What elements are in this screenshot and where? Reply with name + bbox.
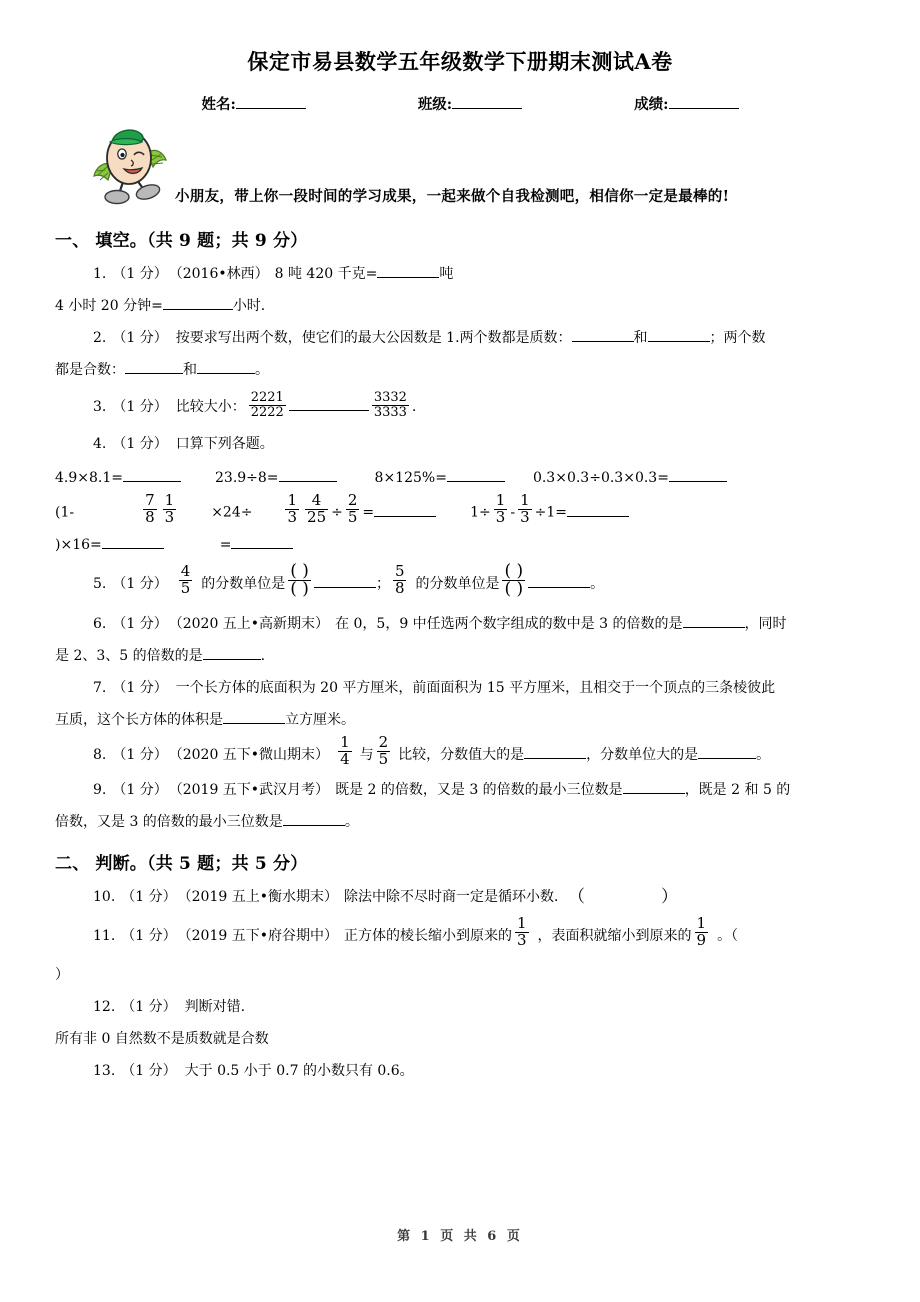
q5-blank-1[interactable] (314, 587, 376, 588)
cartoon-bean-character-icon (90, 124, 168, 206)
q2-points: （1 分） (112, 330, 168, 347)
q4-expression-line-1 (55, 491, 865, 528)
q1-line1-text-a: 8 吨 420 千克= (274, 266, 378, 283)
q3-frac2-denominator: 3333 (373, 404, 407, 420)
class-label: 班级: (417, 96, 453, 114)
q4-expr3-text-b: - (510, 504, 516, 521)
question-2-line2 (55, 355, 865, 385)
q4-oral-calc-row-1 (55, 461, 865, 495)
q8-f1-numerator: 1 (340, 733, 350, 752)
page-title: 保定市易县数学五年级数学下册期末测试A卷 (247, 49, 673, 74)
q4-f1-denominator: 8 (145, 508, 155, 527)
q5-paren2-numerator: ( ) (504, 560, 524, 581)
q8-fraction-2-5 (377, 735, 391, 768)
q4-text-a: 口算下列各题。 (175, 436, 274, 453)
q8-points: （1 分） (112, 746, 168, 763)
q4-e3f2-denominator: 3 (520, 508, 530, 527)
section-header-true-false (55, 849, 865, 874)
q2-text-d: 都是合数： (55, 362, 125, 379)
q4-calc-3-expr: 8×125%= (374, 470, 447, 487)
q6-text-d: . (260, 647, 266, 664)
q9-blank-2[interactable] (283, 825, 345, 826)
question-6-line2 (55, 641, 865, 671)
q4-e3f1-numerator: 1 (495, 491, 506, 510)
q10-answer-parenthesis[interactable]: （ ） (567, 886, 692, 907)
q4-calc-3-blank[interactable] (447, 481, 505, 482)
section-1-number: 一、 (55, 231, 90, 252)
q2-text-b: 和 (633, 330, 648, 347)
q3-frac1-numerator: 2221 (250, 389, 284, 405)
q5-paren1-numerator: ( ) (290, 560, 309, 581)
q4-calc-item-4 (533, 461, 727, 495)
q2-blank-2[interactable] (648, 341, 710, 342)
question-8 (55, 733, 865, 773)
section-header-fill-in-blank (55, 226, 865, 251)
student-identity-row (55, 93, 865, 114)
q11-number: 11. (93, 927, 116, 944)
q10-source: （2019 五上•衡水期末） (184, 888, 338, 905)
section-2-name: 判断。 (95, 853, 148, 874)
question-7 (55, 673, 865, 703)
q5-f2-denominator: 8 (394, 579, 405, 598)
q8-text-a: 与 (359, 746, 374, 763)
name-blank[interactable] (236, 108, 306, 109)
q11-fraction-1-3 (515, 916, 529, 949)
q9-points: （1 分） (112, 781, 168, 798)
q5-answer-fraction-2 (502, 560, 525, 599)
q4-f5-numerator: 2 (347, 491, 358, 510)
q9-source: （2019 五下•武汉月考） (175, 781, 330, 798)
q5-blank-2[interactable] (528, 587, 590, 588)
question-3 (55, 387, 865, 427)
q4-f3-denominator: 3 (287, 508, 298, 527)
q7-text-c: 立方厘米。 (285, 711, 355, 728)
q12-text-a: 判断对错. (184, 998, 246, 1015)
q2-blank-3[interactable] (125, 373, 183, 374)
q4-calc-4-expr: 0.3×0.3÷0.3×0.3= (532, 470, 669, 487)
q4-f2-denominator: 3 (164, 508, 175, 527)
q11-text-b: ，表面积就缩小到原来的 (537, 927, 692, 944)
q13-text-a: 大于 0.5 小于 0.7 的小数只有 0.6。 (184, 1062, 414, 1079)
q4-fraction-1-3-b (285, 493, 299, 526)
section-2-number: 二、 (55, 853, 90, 874)
q1-line2-text-b: 小时. (232, 298, 266, 315)
q4-calc-1-blank[interactable] (123, 481, 181, 482)
q4-fraction-7-8 (143, 493, 157, 526)
q1-blank-1[interactable] (377, 277, 439, 278)
q2-text-e: 和 (183, 362, 197, 379)
q3-blank-1[interactable] (289, 410, 369, 411)
q5-f1-numerator: 4 (180, 562, 191, 581)
q12-points: （1 分） (121, 998, 177, 1015)
score-blank[interactable] (669, 108, 739, 109)
q5-f2-numerator: 5 (394, 562, 405, 581)
q8-text-d: 。 (756, 746, 771, 763)
q5-fraction-4-5 (179, 564, 193, 597)
q3-fraction-2 (372, 391, 409, 419)
q4-expr3-fraction-1 (494, 493, 508, 526)
q7-number: 7. (93, 679, 107, 696)
q4-f3-numerator: 1 (287, 491, 298, 510)
q3-number: 3. (93, 399, 107, 416)
q13-points: （1 分） (121, 1062, 177, 1079)
q4-calc-1-expr: 4.9×8.1= (55, 470, 123, 487)
q4-f4-denominator: 25 (307, 508, 327, 527)
q3-frac1-denominator: 2222 (250, 404, 284, 420)
q8-number: 8. (93, 746, 107, 763)
q4-e3f2-numerator: 1 (520, 491, 530, 510)
q4-expression-line-2 (55, 529, 865, 561)
q7-blank-1[interactable] (223, 723, 285, 724)
q8-blank-1[interactable] (524, 758, 586, 759)
q4-expr2-text-a: (1- (55, 504, 75, 521)
score-field[interactable] (634, 93, 738, 114)
q10-number: 10. (93, 888, 116, 905)
section-2-meta: （共 5 题；共 5 分） (147, 853, 308, 874)
q4-calc-item-1 (55, 461, 181, 495)
section-1-meta: （共 9 题；共 9 分） (147, 231, 308, 252)
question-11 (55, 914, 865, 958)
q6-source: （2020 五上•高新期末） (175, 615, 330, 632)
q4-number: 4. (93, 436, 107, 453)
q6-points: （1 分） (112, 615, 168, 632)
q8-text-c: ，分数单位大的是 (586, 746, 699, 763)
q4-expr4-blank-1[interactable] (102, 548, 164, 549)
question-7-line2 (55, 705, 865, 735)
q5-f1-denominator: 5 (180, 579, 191, 598)
q3-text-b: . (411, 399, 417, 416)
name-label: 姓名: (201, 96, 236, 114)
q2-text-a: 按要求写出两个数，使它们的最大公因数是 1.两个数都是质数： (175, 330, 572, 347)
q1-line1-text-b: 吨 (439, 266, 454, 283)
q5-paren2-denominator: ( ) (504, 578, 524, 599)
q4-expr4-text-b: = (219, 536, 232, 553)
q6-text-b: ，同时 (744, 615, 787, 632)
question-4 (55, 429, 865, 459)
q1-source: （2016•林西） (175, 266, 269, 283)
q4-expr2-text-c: ÷ (331, 504, 343, 521)
q5-points: （1 分） (112, 575, 168, 592)
q5-text-d: 。 (590, 575, 605, 592)
q3-text-a: 比较大小： (175, 399, 246, 416)
question-13 (55, 1056, 865, 1086)
q9-text-b: ，既是 2 和 5 的 (684, 781, 791, 798)
question-9 (55, 775, 865, 805)
q2-text-f: 。 (255, 362, 269, 379)
q9-text-c: 倍数，又是 3 的倍数的最小三位数是 (55, 813, 283, 830)
q8-fraction-1-4 (338, 735, 352, 768)
question-9-line2 (55, 807, 865, 837)
q4-calc-2-blank[interactable] (279, 481, 337, 482)
q11-text-c[interactable]: 。（ (717, 927, 739, 944)
question-5 (55, 561, 865, 607)
question-6 (55, 609, 865, 639)
q1-points: （1 分） (112, 266, 168, 283)
section-1-name: 填空。 (95, 231, 148, 252)
q10-points: （1 分） (121, 888, 177, 905)
greeting-block (55, 124, 865, 220)
q3-fraction-1 (249, 391, 286, 419)
q12-text-b: 所有非 0 自然数不是质数就是合数 (55, 1030, 269, 1047)
score-label: 成绩: (634, 96, 669, 114)
class-blank[interactable] (452, 108, 522, 109)
q11-source: （2019 五下•府谷期中） (184, 927, 338, 944)
q9-text-d: 。 (344, 813, 359, 830)
q7-text-b: 互质，这个长方体的体积是 (55, 711, 223, 728)
q4-fraction-2-5 (346, 493, 360, 526)
q11-f1-denominator: 3 (516, 931, 527, 950)
q6-blank-1[interactable] (683, 627, 745, 628)
q5-text-c: 的分数单位是 (415, 575, 500, 592)
q8-blank-2[interactable] (698, 758, 756, 759)
q2-number: 2. (93, 330, 107, 347)
q4-e3f1-denominator: 3 (495, 508, 506, 527)
q6-text-c: 是 2、3、5 的倍数的是 (55, 647, 203, 664)
q7-points: （1 分） (112, 679, 168, 696)
q4-expr4-text-a: )×16= (55, 536, 102, 553)
q4-expr2-blank[interactable] (374, 516, 436, 517)
q6-text-a: 在 0，5，9 中任选两个数字组成的数中是 3 的倍数的是 (335, 615, 683, 632)
q4-expression-block (55, 491, 865, 560)
q4-expr3-fraction-2 (518, 493, 532, 526)
q11-f1-numerator: 1 (516, 914, 527, 933)
q8-f1-denominator: 4 (340, 750, 350, 769)
q6-number: 6. (93, 615, 107, 632)
q8-f2-denominator: 5 (378, 750, 389, 769)
q5-number: 5. (93, 575, 107, 592)
q4-expr3-blank[interactable] (567, 516, 629, 517)
q4-f4-numerator: 4 (305, 493, 328, 510)
q4-expr3-text-a: 1÷ (470, 504, 491, 521)
q8-text-b: 比较，分数值大的是 (398, 746, 525, 763)
question-1 (55, 259, 865, 289)
q11-points: （1 分） (121, 927, 177, 944)
q5-text-a: 的分数单位是 (201, 575, 286, 592)
class-field[interactable] (418, 93, 522, 114)
q3-points: （1 分） (112, 399, 168, 416)
q4-fraction-1-3 (163, 493, 177, 526)
q1-line2-text-a: 4 小时 20 分钟= (55, 298, 163, 315)
q4-calc-item-3 (375, 461, 505, 495)
q11-f2-numerator: 1 (696, 914, 707, 933)
q11-f2-denominator: 9 (696, 931, 707, 950)
greeting-text: 小朋友，带上你一段时间的学习成果，一起来做个自我检测吧，相信你一定是最棒的! (175, 188, 730, 206)
question-2 (55, 323, 865, 353)
q1-blank-2[interactable] (163, 309, 233, 310)
question-1-line2 (55, 291, 865, 321)
q8-f2-numerator: 2 (378, 733, 389, 752)
q4-expr2-text-b: ×24÷ (211, 504, 253, 521)
q11-text-a: 正方体的棱长缩小到原来的 (343, 927, 512, 944)
q5-paren1-denominator: ( ) (290, 578, 309, 599)
page-footer: 第 1 页 共 6 页 (397, 1229, 523, 1244)
q4-f2-numerator: 1 (164, 491, 175, 510)
q4-points: （1 分） (112, 436, 168, 453)
q13-number: 13. (93, 1062, 116, 1079)
q2-text-c: ；两个数 (709, 330, 766, 347)
q4-calc-4-blank[interactable] (669, 481, 727, 482)
question-12-line2 (55, 1024, 865, 1054)
q11-text-d: ） (55, 966, 69, 983)
q4-expr4-blank-2[interactable] (231, 548, 293, 549)
q5-answer-fraction-1 (288, 560, 311, 599)
q4-expr3-text-c: ÷1= (534, 504, 567, 521)
q2-blank-1[interactable] (572, 341, 634, 342)
q3-frac2-numerator: 3332 (373, 389, 407, 405)
q4-f5-denominator: 5 (347, 508, 358, 527)
question-11-line2 (55, 960, 865, 990)
q9-text-a: 既是 2 的倍数，又是 3 的倍数的最小三位数是 (335, 781, 623, 798)
name-field[interactable] (201, 93, 305, 114)
q1-number: 1. (93, 266, 107, 283)
q12-number: 12. (93, 998, 116, 1015)
q9-blank-1[interactable] (623, 793, 685, 794)
q10-text-a: 除法中除不尽时商一定是循环小数． (343, 888, 568, 905)
q4-calc-2-expr: 23.9÷8= (215, 470, 279, 487)
q4-expr2-text-d: = (362, 504, 375, 521)
q4-f1-numerator: 7 (145, 491, 155, 510)
q5-text-b: ； (375, 575, 390, 592)
q7-text-a: 一个长方体的底面积为 20 平方厘米，前面面积为 15 平方厘米，且相交于一个顶点的三条棱彼此 (175, 679, 776, 696)
q5-fraction-5-8 (393, 564, 407, 597)
q2-blank-4[interactable] (197, 373, 255, 374)
q6-blank-2[interactable] (203, 659, 261, 660)
q11-fraction-1-9 (695, 916, 709, 949)
q4-calc-item-2 (215, 461, 337, 495)
question-12 (55, 992, 865, 1022)
question-10 (55, 882, 865, 912)
q4-fraction-4-25 (305, 493, 328, 526)
q8-source: （2020 五下•微山期末） (175, 746, 330, 763)
q9-number: 9. (93, 781, 107, 798)
